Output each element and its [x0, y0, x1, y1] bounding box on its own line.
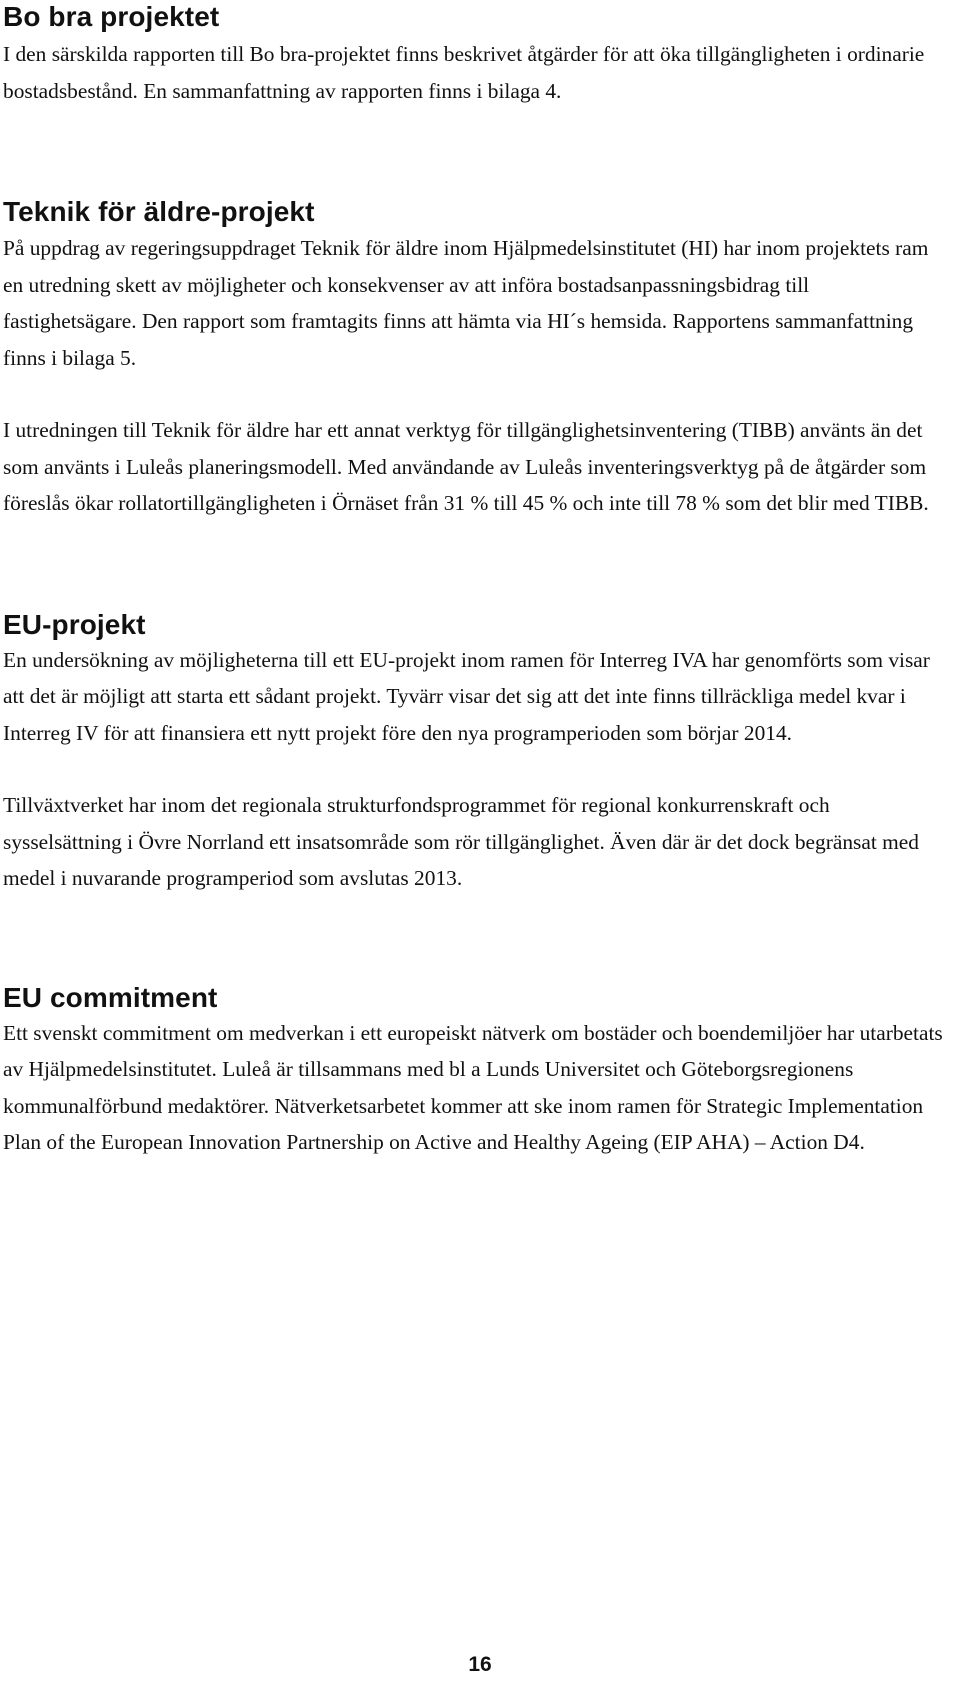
section-paragraph: På uppdrag av regeringsuppdraget Teknik för äldre inom Hjälpmedelsinstitutet (HI) har inom projektets ram en utredning skett av möjligheter och konsekvenser av att införa bostadsanpassningsbidrag till fastighetsägare. Den rapport som framtagits finns att hämta via HI´s hemsida. Rapportens sammanfattning finns i bilaga 5.	[3, 236, 929, 370]
section-bo-bra	[3, 0, 953, 109]
page-number: 16	[468, 1653, 492, 1676]
section-eu-commitment	[3, 981, 953, 1161]
document-page	[3, 0, 953, 1161]
section-paragraph: Ett svenskt commitment om medverkan i ett europeiskt nätverk om bostäder och boendemiljöer har utarbetats av Hjälpmedelsinstitutet. Luleå är tillsammans med bl a Lunds Universitet och Göteborgsregionens kommunalförbund medaktörer. Nätverketsarbetet kommer att ske inom ramen för Strategic Implementation Plan of the European Innovation Partnership on Active and Healthy Ageing (EIP AHA) – Action D4.	[3, 1020, 943, 1154]
section-eu-projekt	[3, 608, 953, 897]
section-teknik-for-aldre	[3, 195, 953, 522]
section-paragraph: I utredningen till Teknik för äldre har ett annat verktyg för tillgänglighetsinventering (TIBB) använts än det som använts i Luleås planeringsmodell. Med användande av Luleås inventeringsverktyg på de åtgärder som föreslås ökar rollatortillgängligheten i Örnäset från 31 % till 45 % och inte till 78 % som det blir med TIBB.	[3, 418, 929, 515]
section-heading: EU commitment	[3, 981, 218, 1013]
section-heading: Teknik för äldre-projekt	[3, 196, 315, 227]
section-heading: Bo bra projektet	[3, 1, 220, 32]
section-paragraph: I den särskilda rapporten till Bo bra-projektet finns beskrivet åtgärder för att öka tillgängligheten i ordinarie bostadsbestånd. En sammanfattning av rapporten finns i bilaga 4.	[3, 42, 925, 103]
section-heading: EU-projekt	[3, 608, 146, 640]
section-paragraph: Tillväxtverket har inom det regionala strukturfondsprogrammet för regional konkurrenskraft och sysselsättning i Övre Norrland ett insatsområde som rör tillgänglighet. Även där är det dock begränsat med medel i nuvarande programperiod som avslutas 2013.	[3, 793, 919, 890]
section-paragraph: En undersökning av möjligheterna till ett EU-projekt inom ramen för Interreg IVA har genomförts som visar att det är möjligt att starta ett sådant projekt. Tyvärr visar det sig att det inte finns tillräckliga medel kvar i Interreg IV för att finansiera ett nytt projekt före den nya programperioden som börjar 2014.	[3, 647, 930, 745]
